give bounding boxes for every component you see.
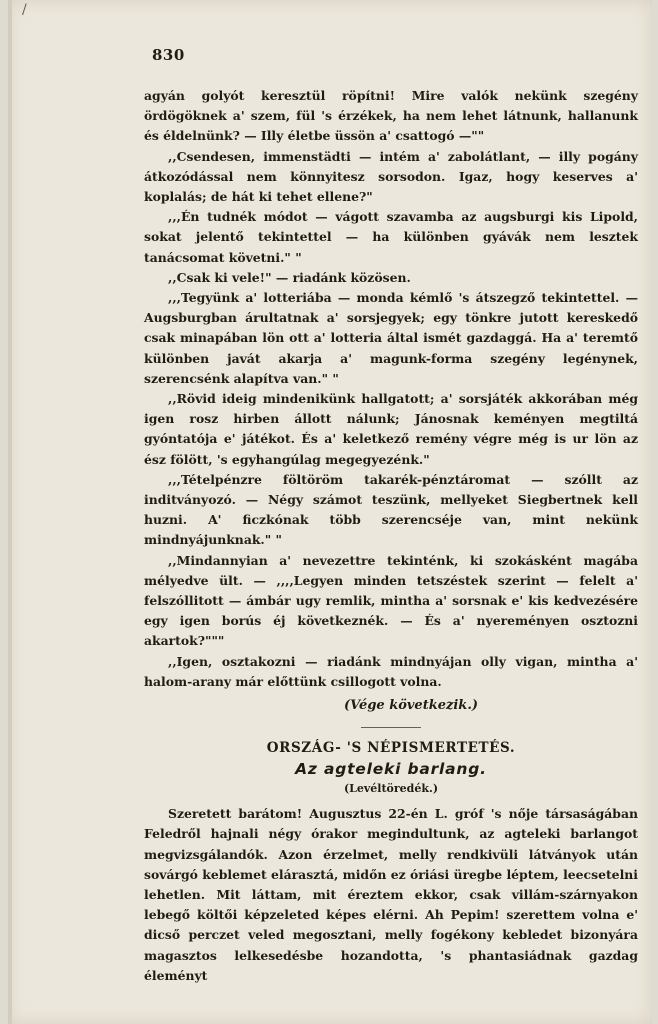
section-divider	[361, 727, 421, 728]
article-title: Az agteleki barlang.	[295, 760, 487, 779]
corner-mark: /	[22, 2, 27, 18]
paragraph: ,,Rövid ideig mindenikünk hallgatott; a' sorsjáték akkorában még igen rosz hirben állott nálunk; Jánosnak keményen megtiltá gyóntatója e' játékot. És a' keletkező remény végre még is ur lön az ész fölött, 's egyhangúlag megegyezénk."	[144, 391, 638, 467]
paragraph: ,,Csak ki vele!" — riadánk közösen.	[168, 269, 411, 285]
section-title: ORSZÁG- 'S NÉPISMERTETÉS.	[266, 740, 516, 757]
paragraph: ,,,Tételpénzre föltöröm takarék-pénztáromat — szóllt az inditványozó. — Négy számot teszünk, mellyeket Siegbertnek kell huzni. A' ficzkónak több szerencséje van, mint nekünk mindnyájunknak." "	[144, 471, 638, 548]
article-subtitle: (Levéltöredék.)	[343, 782, 439, 796]
book-page	[8, 0, 652, 1024]
paragraph: ,,Csendesen, immenstädti — intém a' zabolátlant, — illy pogány átkozódással nem könnyitesz sorsodon. Igaz, hogy keserves a' koplalás; de hát ki tehet ellene?"	[144, 148, 638, 205]
paragraph: ,,,Én tudnék módot — vágott szavamba az augsburgi kis Lipold, sokat jelentő tekintettel — ha különben gyávák nem lesztek tanácsomat követni." "	[144, 209, 638, 265]
article-paragraph: Szeretett barátom! Augusztus 22-én L. gróf 's nője társaságában Feledről hajnali négy órakor megindultunk, az agteleki barlangot megvizsgálandók. Azon érzelmet, melly rendkivüli látványok után sovárgó keblemet elárasztá, midőn ez óriási üregbe léptem, leecsetelni lehetlen. Mit láttam, mit éreztem ekkor, csak villám-szárnyakon lebegő költői képzeleted képes elérni. Ah Pepim! szerettem volna e' dicső perczet veled megosztani, melly fogékony kebledet bizonyára magasztos lelkesedésbe hozandotta, 's phantasiádnak gazdag éleményt	[144, 806, 638, 983]
paragraph: ,,Mindannyian a' nevezettre tekinténk, ki szokásként magába mélyedve ült. — ,,,,Legyen minden tetszéstek szerint — felelt a' felszóllitott — ámbár ugy remlik, mintha a' sorsnak e' kis kedvezésére egy igen borús éj következnék. — És a' nyereményen osztozni akartok?"""	[144, 552, 638, 649]
page-number: 830	[152, 46, 185, 64]
paragraph: ,,Igen, osztakozni — riadánk mindnyájan olly vigan, mintha a' halom-arany már előttünk csillogott volna.	[144, 653, 638, 689]
page-body	[144, 86, 638, 986]
continued-note: (Vége következik.)	[344, 698, 478, 714]
paragraph: ,,,Tegyünk a' lotteriába — monda kémlő 's átszegző tekintettel. — Augsburgban árultatnak a' sorsjegyek; egy tönkre jutott kereskedő csak minapában lön ott a' lotteria által ismét gazdaggá. Ha a' teremtő különben javát akarja a' magunk-forma szegény legénynek, szerencsénk alapítva van." "	[144, 290, 638, 386]
page-binding-edge	[8, 0, 12, 1024]
paragraph: agyán golyót keresztül röpítni! Mire valók nekünk szegény ördögöknek a' szem, fül 's érzékek, ha nem lehet látnunk, hallanunk és éldelnünk? — Illy életbe üssön a' csattogó —""	[144, 88, 638, 144]
